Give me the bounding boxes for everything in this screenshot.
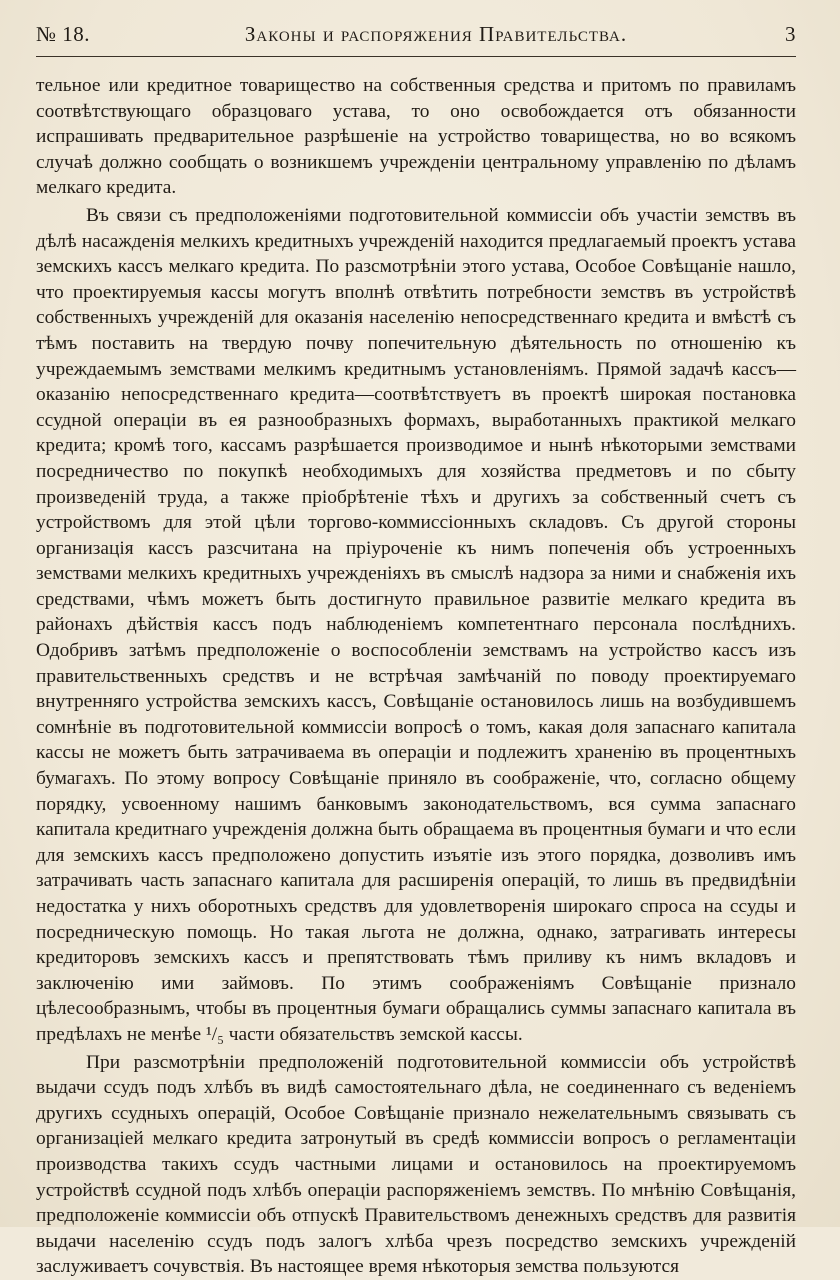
issue-number: № 18.: [36, 22, 91, 46]
page-number: 3: [785, 22, 796, 46]
header-rule: [36, 56, 796, 57]
paragraph-1: тельное или кредитное товарищество на собственныя средства и притомъ по правиламъ соотвѣтствующаго образцоваго устава, то оно освобождается отъ обязанности испрашивать предварительное разрѣшеніе на устройство товарищества, но во всякомъ случаѣ должно сообщать о возникшемъ учрежденіи центральному управленію по дѣламъ мелкаго кредита.: [36, 75, 796, 199]
header-title: Законы и распоряжения Правительства.: [244, 22, 628, 46]
paragraph-2: Въ связи съ предположеніями подготовительной коммиссіи объ участіи земствъ въ дѣлѣ насажденія мелкихъ кредитныхъ учрежденій находится предлагаемый проектъ устава земскихъ кассъ мелкаго кредита. По разсмотрѣніи этого устава, Особое Совѣщаніе нашло, что проектируемыя кассы могутъ вполнѣ отвѣтить потребности земствъ въ устройствѣ собственныхъ учрежденій для оказанія населенію непосредственнаго кредита и вмѣстѣ съ тѣмъ поставить на твердую почву попечительную дѣятельность по отношенію къ учреждаемымъ земствами мелкимъ кредитнымъ установленіямъ. Прямой задачѣ кассъ—оказанію непосредственнаго кредита—соотвѣтствуетъ въ проектѣ широкая постановка ссудной операціи въ ея разнообразныхъ формахъ, выработанныхъ практикой мелкаго кредита; кромѣ того, кассамъ разрѣшается производимое и нынѣ нѣкоторыми земствами посредничество по покупкѣ необходимыхъ для хозяйства предметовъ и по сбыту произведеній труда, а также пріобрѣтеніе тѣхъ и другихъ за собственный счетъ съ устройствомъ для этой цѣли торгово-коммиссіонныхъ складовъ. Съ другой стороны организація кассъ разсчитана на пріуроченіе къ нимъ попеченія объ устроенныхъ земствами мелкихъ кредитныхъ учрежденіяхъ въ смыслѣ надзора за ними и снабженія ихъ средствами, чѣмъ можетъ быть достигнуто правильное развитіе мелкаго кредита въ районахъ дѣйствія кассъ подъ наблюденіемъ компетентнаго персонала послѣднихъ. Одобривъ затѣмъ предположеніе о воспособленіи земствамъ на устройство кассъ изъ правительственныхъ средствъ и не встрѣчая замѣчаній по поводу проектируемаго внутренняго устройства земскихъ кассъ, Совѣщаніе остановилось лишь на возбудившемъ сомнѣніе въ подготовительной коммиссіи вопросѣ о томъ, какая доля запаснаго капитала кассы не можетъ быть затрачиваема въ операціи и подлежитъ храненію въ процентныхъ бумагахъ. По этому вопросу Совѣщаніе приняло въ соображеніе, что, согласно общему порядку, усвоенному нашимъ банковымъ законодательствомъ, вся сумма запаснаго капитала кредитнаго учрежденія должна быть обращаема въ процентныя бумаги и что если для земскихъ кассъ предположено допустить изъятіе изъ этого порядка, дозволивъ имъ затрачивать часть запаснаго капитала для расширенія операцій, то лишь въ предвидѣніи недостатка у нихъ оборотныхъ средствъ для удовлетворенія широкаго спроса на ссуды и посредническую помощь. Но такая льгота не должна, однако, затрагивать интересы кредиторовъ земскихъ кассъ и препятствовать тѣмъ приливу къ нимъ вкладовъ и заключенію ими займовъ. По этимъ соображеніямъ Совѣщаніе признало цѣлесообразнымъ, чтобы въ процентныя бумаги обращались суммы запаснаго капитала въ предѣлахъ не менѣе ¹/₅ части обязательствъ земской кассы.: [36, 204, 796, 1045]
paragraph-3: При разсмотрѣніи предположеній подготовительной коммиссіи объ устройствѣ выдачи ссудъ подъ хлѣбъ въ видѣ самостоятельнаго дѣла, не соединеннаго съ веденіемъ другихъ ссудныхъ операцій, Особое Совѣщаніе признало нежелательнымъ связывать съ организаціей мелкаго кредита затронутый въ средѣ коммиссіи вопросъ о регламентаціи производства такихъ ссудъ частными лицами и остановилось на проектируемомъ устройствѣ ссудной подъ хлѣбъ операціи распоряженіемъ земствъ. По мнѣнію Совѣщанія, предположеніе коммиссіи объ отпускѣ Правительствомъ денежныхъ средствъ для развитія выдачи населенію ссудъ подъ залогъ хлѣба чрезъ посредство земскихъ учрежденій заслуживаетъ сочувствія. Въ настоящее время нѣкоторыя земства пользуются: [36, 1051, 796, 1278]
body-text: [36, 73, 796, 1280]
running-header: [36, 22, 796, 54]
